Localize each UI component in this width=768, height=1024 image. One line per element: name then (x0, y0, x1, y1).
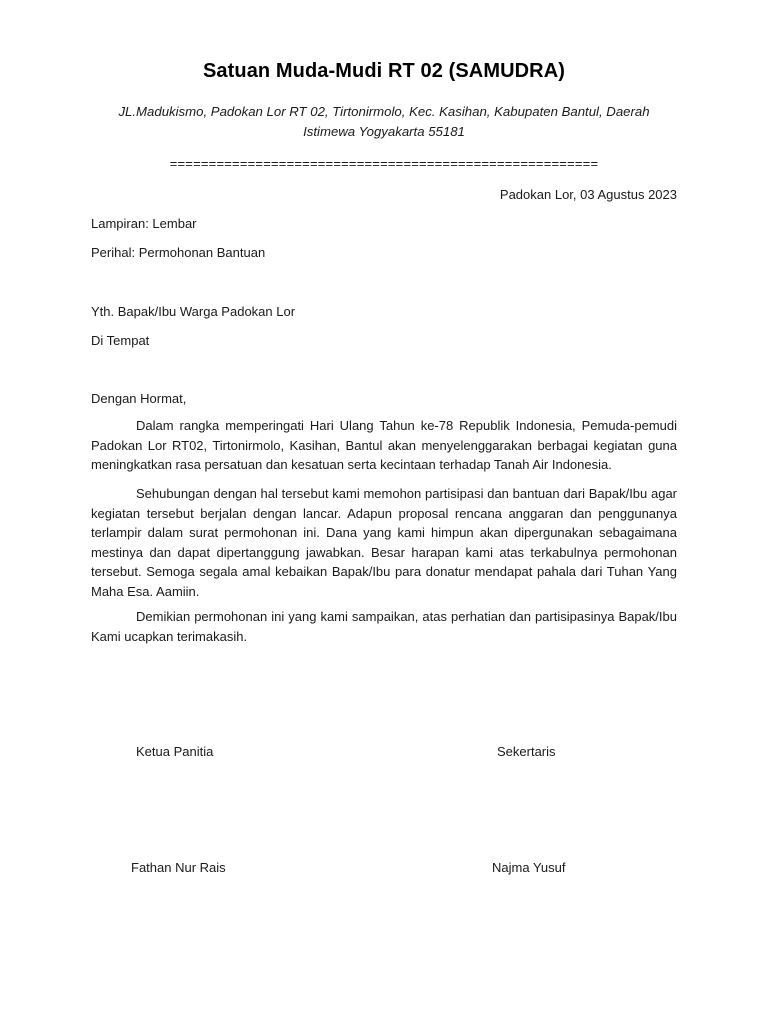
subject-line: Perihal: Permohonan Bantuan (91, 245, 266, 260)
body-paragraph-2: Sehubungan dengan hal tersebut kami memohon partisipasi dan bantuan dari Bapak/Ibu agar kegiatan tersebut berjalan dengan lancar. Adapun proposal rencana anggaran dan penggunanya terlampir dalam surat permohonan ini. Dana yang kami himpun akan dipergunakan sebagaimana mestinya dan dapat dipertanggung jawabkan. Besar harapan kami atas terkabulnya permohonan tersebut. Semoga segala amal kebaikan Bapak/Ibu para donatur mendapat pahala dari Tuhan Yang Maha Esa. Aamiin. (91, 486, 677, 599)
signature-role-secretary: Sekertaris (497, 744, 556, 759)
signature-name-secretary: Najma Yusuf (492, 860, 566, 875)
letter-date: Padokan Lor, 03 Agustus 2023 (499, 187, 677, 202)
greeting: Dengan Hormat, (91, 391, 187, 406)
header-divider: ======================================================= (169, 156, 599, 171)
recipient-line: Yth. Bapak/Ibu Warga Padokan Lor (91, 304, 296, 319)
recipient-place: Di Tempat (91, 333, 150, 348)
organization-address: JL.Madukismo, Padokan Lor RT 02, Tirtonirmolo, Kec. Kasihan, Kabupaten Bantul, Daerah Istimewa Yogyakarta 55181 (118, 104, 650, 139)
attachment-line: Lampiran: Lembar (91, 216, 197, 231)
signature-name-chair: Fathan Nur Rais (131, 860, 226, 875)
body-paragraph-3: Demikian permohonan ini yang kami sampaikan, atas perhatian dan partisipasinya Bapak/Ibu Kami ucapkan terimakasih. (91, 609, 677, 644)
body-paragraph-1: Dalam rangka memperingati Hari Ulang Tahun ke-78 Republik Indonesia, Pemuda-pemudi Padokan Lor RT02, Tirtonirmolo, Kasihan, Bantul akan menyelenggarakan berbagai kegiatan guna meningkatkan rasa persatuan dan kesatuan serta kecintaan terhadap Tanah Air Indonesia. (91, 418, 677, 472)
letter-title: Satuan Muda-Mudi RT 02 (SAMUDRA) (202, 60, 566, 82)
signature-role-chair: Ketua Panitia (136, 744, 214, 759)
